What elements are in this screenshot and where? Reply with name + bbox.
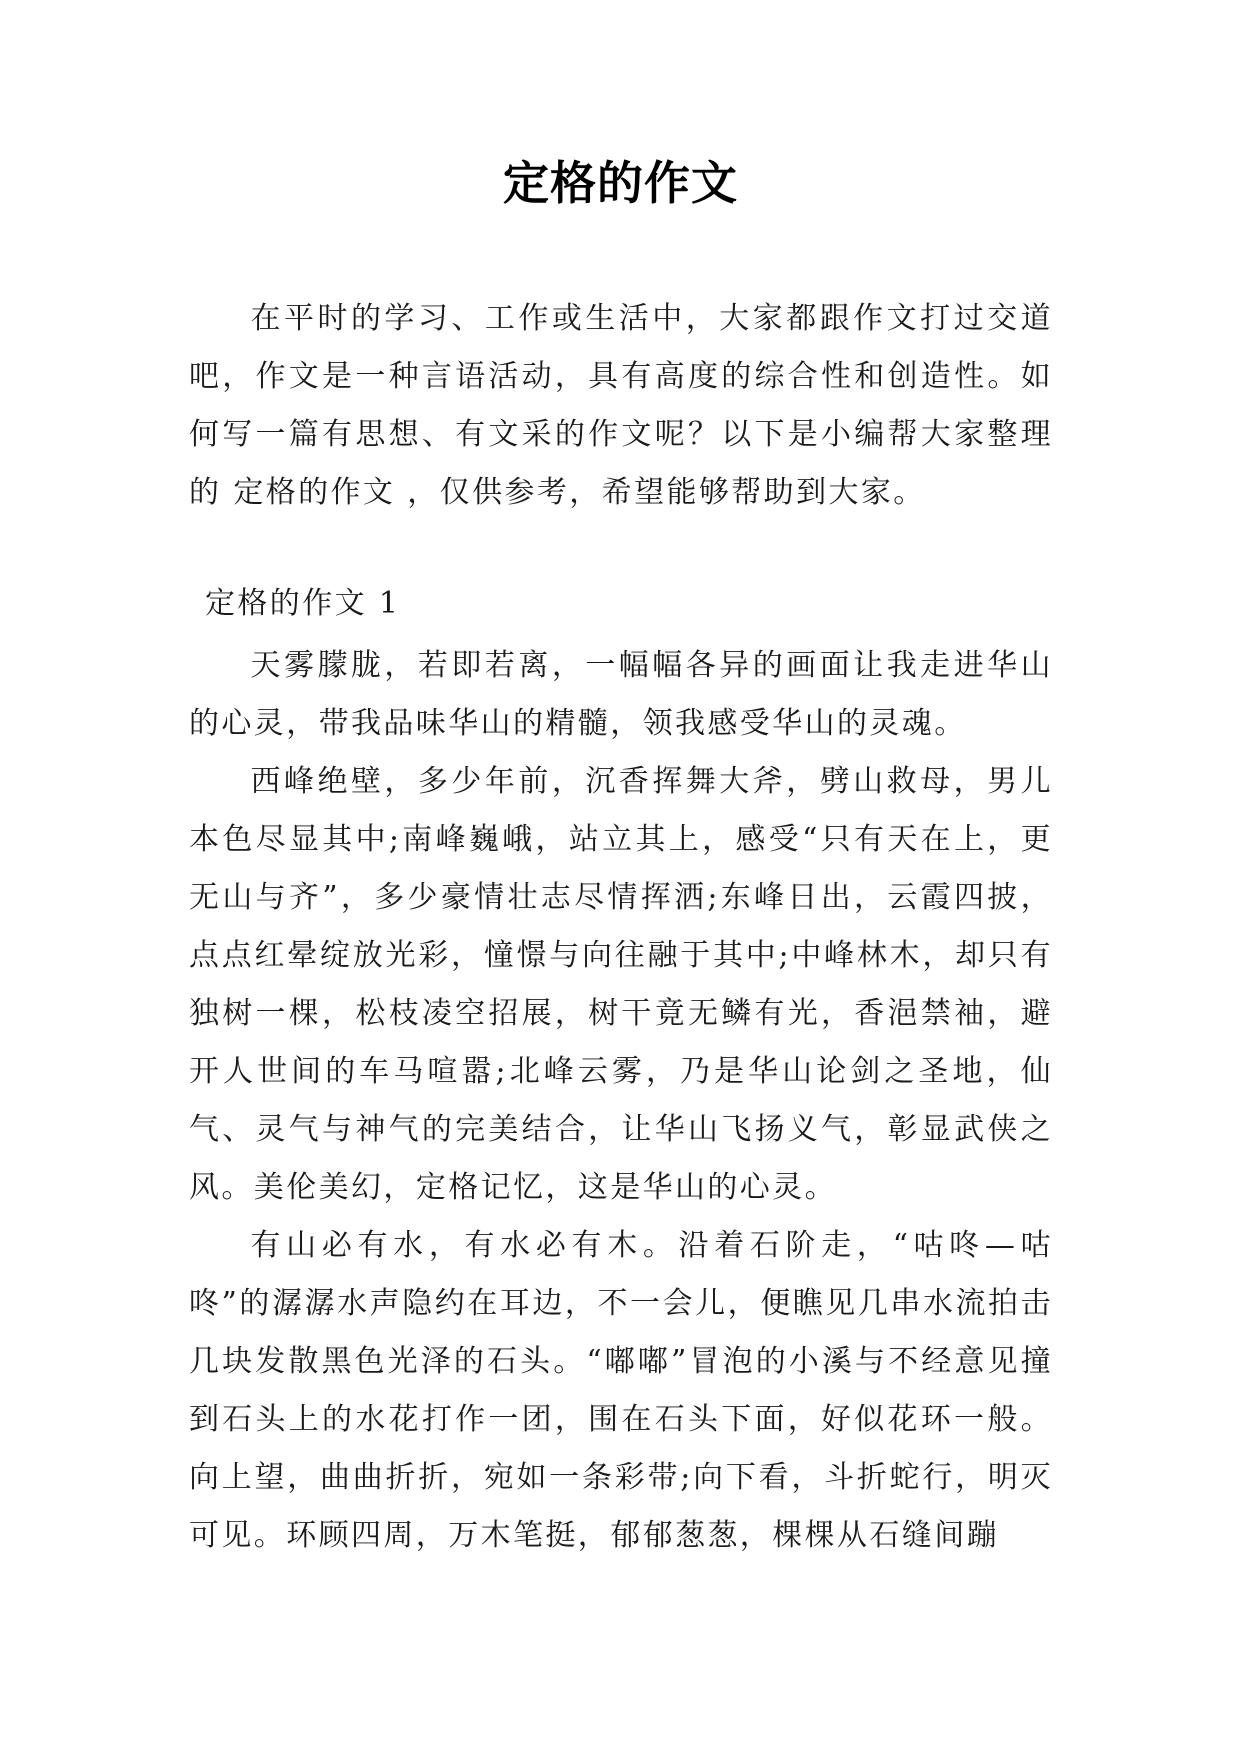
intro-block (189, 290, 1053, 522)
section-body (189, 637, 1053, 1565)
body-paragraph-1: 天雾朦胧，若即若离，一幅幅各异的画面让我走进华山的心灵，带我品味华山的精髓，领我感受华山的灵魂。 (189, 648, 1053, 741)
document-title: 定格的作文 (503, 156, 738, 210)
intro-paragraph: 在平时的学习、工作或生活中，大家都跟作文打过交道吧，作文是一种言语活动，具有高度的综合性和创造性。如何写一篇有思想、有文采的作文呢？以下是小编帮大家整理的 定格的作文 ，仅供参考，希望能够帮助到大家。 (189, 301, 1053, 510)
body-paragraph-2: 西峰绝壁，多少年前，沉香挥舞大斧，劈山救母，男儿本色尽显其中;南峰巍峨，站立其上，感受“只有天在上，更无山与齐”，多少豪情壮志尽情挥洒;东峰日出，云霞四披，点点红晕绽放光彩，憧憬与向往融于其中;中峰林木，却只有独树一棵，松枝凌空招展，树干竟无鳞有光，香浥禁袖，避开人世间的车马喧嚣;北峰云雾，乃是华山论剑之圣地，仙气、灵气与神气的完美结合，让华山飞扬义气，彰显武侠之风。美伦美幻，定格记忆，这是华山的心灵。 (189, 764, 1053, 1205)
body-paragraph-3: 有山必有水，有水必有木。沿着石阶走，“咕咚—咕咚”的潺潺水声隐约在耳边，不一会儿，便瞧见几串水流拍击几块发散黑色光泽的石头。“嘟嘟”冒泡的小溪与不经意见撞到石头上的水花打作一团，围在石头下面，好似花环一般。向上望，曲曲折折，宛如一条彩带;向下看，斗折蛇行，明灭可见。环顾四周，万木笔挺，郁郁葱葱，棵棵从石缝间蹦 (189, 1228, 1053, 1553)
section-heading: 定格的作文 1 (205, 586, 401, 621)
